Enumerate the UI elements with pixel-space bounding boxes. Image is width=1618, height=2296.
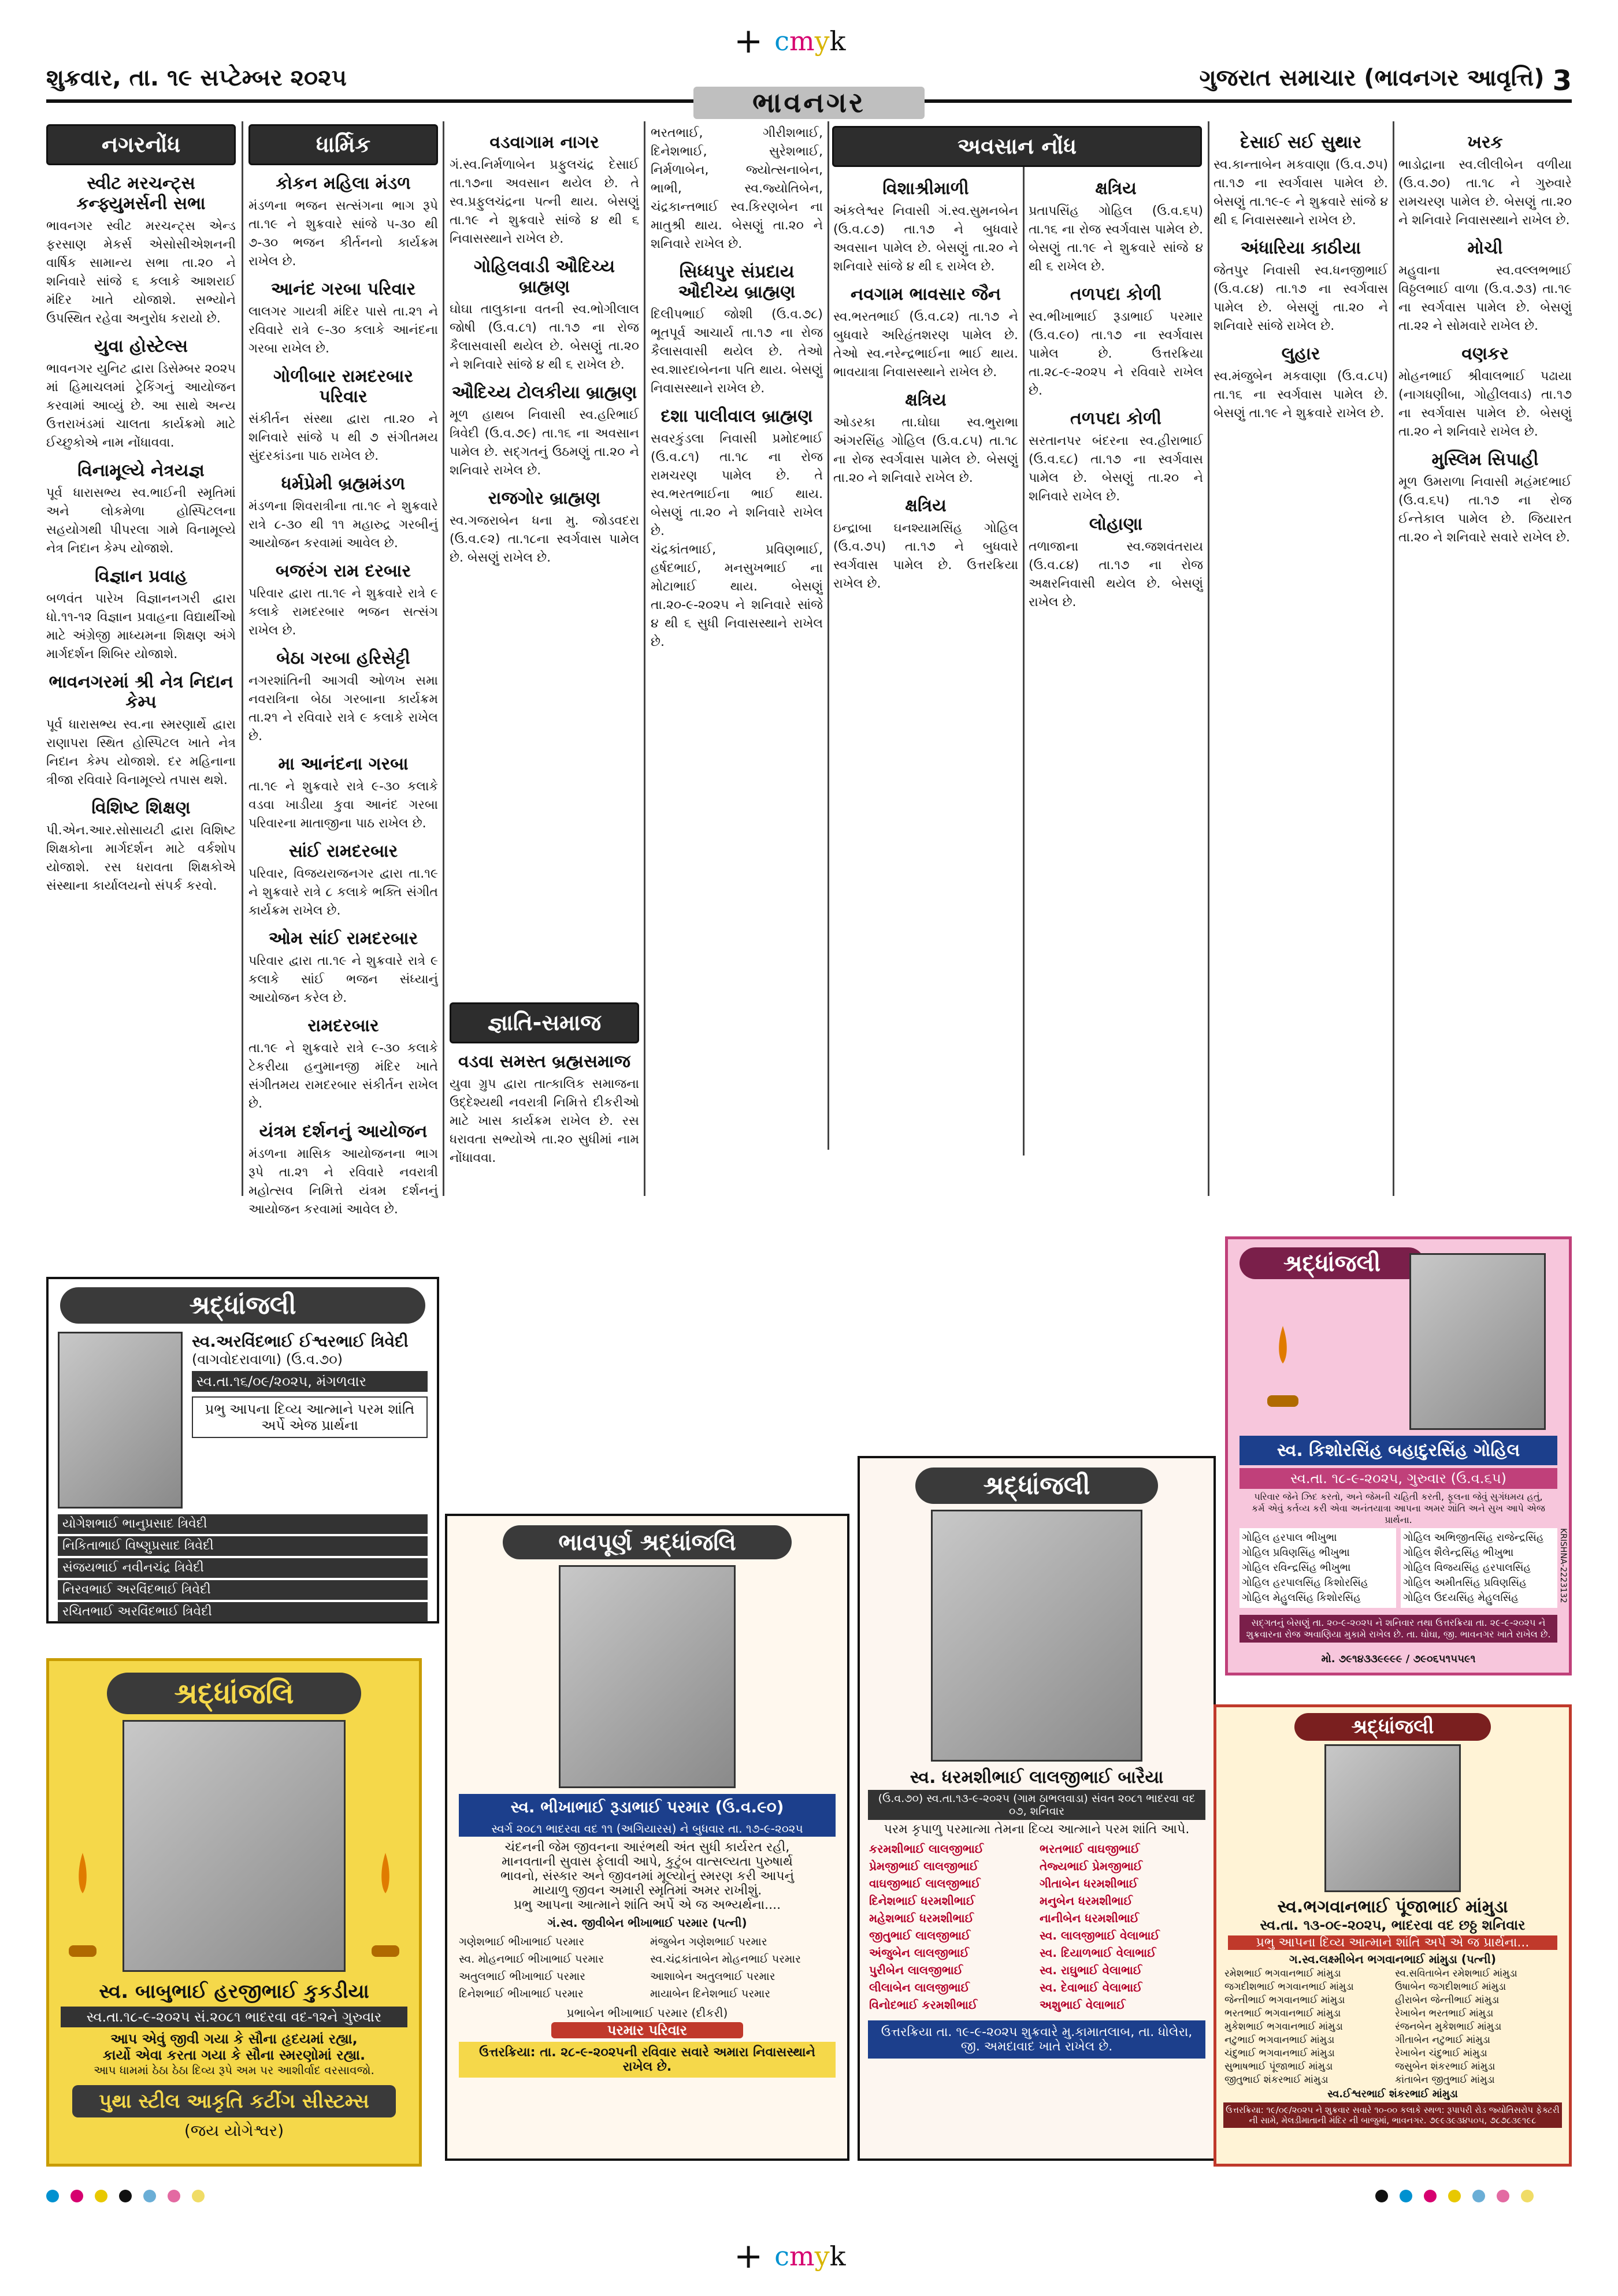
dharmik-item: ગોળીબાર રામદરબાર પરિવાર સંકીર્તન સંસ્થા દ્વારા તા.૨૦ ને શનિવારે સાંજે ૫ થી ૭ સંગીતમય સુંદરકાંડના પાઠ રાખેલ છે. <box>248 366 438 463</box>
jnati-samaj-heading: જ્ઞાતિ-સમાજ <box>450 1002 639 1043</box>
nagar-item: વિજ્ઞાન પ્રવાહ બળવંત પારેખ વિજ્ઞાનનગરી દ્વારા ધો.૧૧-૧૨ વિજ્ઞાન પ્રવાહના વિદ્યાર્થીઓ માટે અંગ્રેજી માધ્યમના શિક્ષણ અંગે માર્ગદર્શન શિબિર યોજાશે. <box>46 566 236 662</box>
column-divider <box>644 121 645 1196</box>
dharmik-heading: ધાર્મિક <box>248 124 438 165</box>
family-member: સંજયભાઈ નવીનચંદ્ર ત્રિવેદી <box>58 1558 428 1578</box>
jnati-samaj-box <box>450 1002 639 1268</box>
dharmik-item: ધર્મપ્રેમી બ્રહ્મમંડળ મંડળના શિવરાત્રીના તા.૧૯ ને શુક્રવારે રાત્રે ૮-૩૦ થી ૧૧ મહારુદ્ર ગરબીનું આયોજન કરવામાં આવેલ છે. <box>248 474 438 551</box>
nagar-item: યુવા હોસ્ટેલ્સ ભાવનગર યુનિટ દ્વારા ડિસેમ્બર ૨૦૨૫ માં હિમાચલમાં ટ્રેકિંગનું આયોજન કરવામાં આવ્યું છે. આ સાથે અન્ય ઉત્તરાખંડમાં ચાલતા કાર્યક્રમો માટે ઈચ્છુકોએ નામ નોંધાવવા. <box>46 336 236 450</box>
notice-date: સ્વર્ગ ૨૦૮૧ ભાદરવા વદ ૧૧ (અગિયારસ) ને બુધવાર તા. ૧૭-૯-૨૦૨૫ <box>459 1821 836 1837</box>
diya-icon <box>65 1853 100 1968</box>
obituary-item: ઔદિચ્ય ટોલકીયા બ્રાહ્મણ મૂળ હાથબ નિવાસી સ્વ.હરિભાઈ ત્રિવેદી (ઉ.વ.૭૯) તા.૧૬ ના અવસાન પામેલ છે. સદ્ગતનું ઉઠમણું તા.૨૦ ને શનિવારે રાખેલ છે. <box>450 382 639 478</box>
family-member: યોગેશભાઈ ભાનુપ્રસાદ ત્રિવેદી <box>58 1514 428 1534</box>
top-registration <box>734 21 884 61</box>
notice-prayer: પ્રભુ આપના દિવ્ય આત્માને શાંતિ અર્પે એ જ પ્રાર્થના... <box>1228 1935 1557 1950</box>
family-member: આશાબેન અતુલભાઈ પરમાર <box>650 1970 775 1983</box>
header-date: શુક્રવાર, તા. ૧૯ સપ્ટેમ્બર ૨૦૨૫ <box>46 65 347 91</box>
dharmik-item: કોકન મહિલા મંડળ મંડળના ભજન સત્સંગના ભાગ રૂપે તા.૧૯ ને શુક્રવારે સાંજે ૫-૩૦ થી ૭-૩૦ ભજન કીર્તનનો કાર્યક્રમ રાખેલ છે. <box>248 173 438 269</box>
deceased-photo <box>559 1565 736 1788</box>
avsan-column-a <box>833 170 1018 1095</box>
notice-phone: મો. ૭૯૧૪૩૩૯૯૯૯ / ૭૯૦૬૫૧૫૫૯૧ <box>1321 1653 1476 1665</box>
family-member: જગદીશભાઈ ભગવાનભાઈ માંમુડા <box>1224 1981 1354 1993</box>
column-8 <box>1398 124 1572 1222</box>
notice-subtitle: (વાગવોદરાવાળા) (ઉ.વ.૭૦) <box>192 1351 343 1368</box>
sponsor-subtitle: (જય યોગેશ્વર) <box>184 2121 284 2140</box>
family-member: ગોહિલ અમીતસિંહ પ્રવિણસિંહ <box>1403 1577 1527 1589</box>
obituary-item: સિધ્ધપુર સંપ્રદાય ઔદીચ્ય બ્રાહ્મણ દિલીપભાઈ જોશી (ઉ.વ.૭૮) ભૂતપૂર્વ આચાર્ય તા.૧૭ ના રોજ કૈલાસવાસી થયેલ છે. તેઓ સ્વ.શારદાબેનના પતિ થાય. બેસણું નિવાસસ્થાને રાખેલ છે. <box>651 262 823 396</box>
family-member: ગોહિલ હરપાલ ભીખુભા <box>1242 1532 1337 1544</box>
column-divider <box>1393 121 1394 1196</box>
dharmik-item: ઓમ સાંઈ રામદરબાર પરિવાર દ્વારા તા.૧૯ ને શુક્રવારે રાત્રે ૯ કલાકે સાંઈ ભજન સંધ્યાનું આયોજન કરેલ છે. <box>248 928 438 1005</box>
column-4 <box>651 124 823 1268</box>
obituary-item: મુસ્લિમ સિપાહી મૂળ ઉમરાળા નિવાસી મહંમદભાઈ (ઉ.વ.૬૫) તા.૧૭ ના રોજ ઈન્તેકાલ પામેલ છે. જિયારત તા.૨૦ ને શનિવારે સવારે રાખેલ છે. <box>1398 449 1572 545</box>
family-member: નાનીબેન ધરમશીભાઈ <box>1040 1911 1140 1925</box>
column-divider <box>443 121 444 1196</box>
family-member: જસુબેન શંકરભાઈ માંમુડા <box>1395 2061 1495 2072</box>
nagar-item: સ્વીટ મરચન્ટ્સ કન્ફ્યુમર્સની સભા ભાવનગર સ્વીટ મરચન્ટ્સ એન્ડ ફરસાણ મેકર્સ એસોસીએશનની વાર્ષિક સામાન્ય સભા તા.૨૦ ને શનિવારે સાંજે ૬ કલાકે આશરાઈ મંદિર ખાતે યોજાશે. સભ્યોને ઉપસ્થિત રહેવા અનુરોધ કરાયો છે. <box>46 173 236 326</box>
family-member: ગણેશભાઈ ભીખાભાઈ પરમાર <box>459 1935 585 1948</box>
notice-text-line: પ્રભુ આપના આત્માને શાંતિ અર્પે એ જ અભ્યર્થના.... <box>513 1898 781 1912</box>
family-member: નિકિતાભાઈ વિષ્ણુપ્રસાદ ત્રિવેદી <box>58 1536 428 1556</box>
obituary-continued: ચંદ્રકાંતભાઈ, પ્રવિણભાઈ, હર્ષદભાઈ, મનસુખભાઈ ના મોટાભાઈ થાય. બેસણું તા.૨૦-૯-૨૦૨૫ ને શનિવારે સાંજે ૪ થી ૬ સુધી નિવાસસ્થાને રાખેલ છે. <box>651 543 823 649</box>
family-member: ભરતભાઈ ભગવાનભાઈ માંમુડા <box>1224 2008 1341 2019</box>
family-member: અશુભાઈ વેલાભાઈ <box>1040 1998 1126 2012</box>
obituary-item: વડવાગામ નાગર ગં.સ્વ.નિર્મળાબેન પ્રફુલચંદ્ર દેસાઈ તા.૧૭ના અવસાન થયેલ છે. તે સ્વ.પ્રફુલચંદ્રના પત્ની થાય. બેસણું તા.૧૯ ને શુક્રવારે સાંજે ૪ થી ૬ નિવાસસ્થાને રાખેલ છે. <box>450 132 639 246</box>
obituary-item: દેસાઈ સઈ સુથાર સ્વ.કાન્તાબેન મકવાણા (ઉ.વ.૭૫) તા.૧૭ ના સ્વર્ગવાસ પામેલ છે. બેસણું તા.૧૯-૯ ને શુક્રવારે સાંજે ૪ થી ૬ નિવાસસ્થાને રાખેલ છે. <box>1214 132 1388 228</box>
obituary-item: વિશાશ્રીમાળી અંકલેશ્વર નિવાસી ગં.સ્વ.સુમનબેન (ઉ.વ.૮૭) તા.૧૭ ને બુધવારે અવસાન પામેલ છે. બેસણું તા.૨૦ ને શનિવારે સાંજે ૪ થી ૬ રાખેલ છે. <box>833 179 1018 274</box>
family-member: અંજુબેન લાલજીભાઈ <box>869 1946 970 1960</box>
paper-name: ગુજરાત સમાચાર (ભાવનગર આવૃત્તિ) <box>1199 65 1545 91</box>
column-divider <box>1023 144 1025 1156</box>
family-member: સ્વ.સવિતાબેન રમેશભાઈ માંમુડા <box>1395 1968 1517 1979</box>
notice-text-line: કર્મ એવું કર્તવ્ય કરી એવા અનંતયાત્રા આપના અમર શાંતિ અને સુખ આપે એજ પ્રાર્થના. <box>1252 1503 1545 1525</box>
section-title: ભાવનગર <box>693 87 925 119</box>
family-member: વાઘજીભાઈ લાલજીભાઈ <box>869 1877 981 1890</box>
notice-name: સ્વ. ધરમશીભાઈ લાલજીભાઈ બારૈયા <box>910 1767 1164 1788</box>
family-member: કાંતાબેન જીતુભાઈ માંમુડા <box>1395 2074 1495 2086</box>
color-dot <box>1497 2190 1509 2202</box>
notice-title: શ્રદ્ધાંજલી <box>915 1467 1158 1504</box>
plus-registration-icon: + <box>734 21 763 61</box>
bottom-registration <box>734 2236 884 2276</box>
family-member: મહેશભાઈ ધરમશીભાઈ <box>869 1911 974 1925</box>
family-member: ગોહિલ ઉદયસિંહ મેહુલસિંહ <box>1403 1592 1519 1604</box>
notice-date: સ્વ.તા. ૧૮-૯-૨૦૨૫, ગુરુવાર (ઉ.વ.૬૫) <box>1240 1468 1557 1489</box>
nagar-item: ભાવનગરમાં શ્રી નેત્ર નિદાન કેમ્પ પૂર્વ ધારાસભ્ય સ્વ.ના સ્મરણાર્થે દ્વારા રાણાપરા સ્થિત હોસ્પિટલ ખાતે નેત્ર નિદાન કેમ્પ યોજાશે. દર મહિનાના ત્રીજા રવિવારે વિનામૂલ્યે તપાસ થશે. <box>46 672 236 787</box>
dharmik-item: સાંઈ રામદરબાર પરિવાર, વિજયરાજનગર દ્વારા તા.૧૯ ને શુક્રવારે રાત્રે ૮ કલાકે ભક્તિ સંગીત કાર્યક્રમ રાખેલ છે. <box>248 841 438 918</box>
notice-text-line: આપ ધામમાં ઠેઠા ઠેઠા દિવ્ય રૂપે અમ પર આશીર્વાદ વરસાવજો. <box>94 2063 374 2077</box>
page-number: 3 <box>1552 65 1572 97</box>
obituary-continued: ભરતભાઈ, ગીરીશભાઈ, દિનેશભાઈ, સુરેશભાઈ, નિર્મળાબેન, જ્યોત્સનાબેન, ભાભી, સ્વ.જ્યોતિબેન, ચંદ્રકાન્તભાઈ સ્વ.કિરણબેન ના માતુશ્રી થાય. બેસણું તા.૨૦ ને શનિવારે રાખેલ છે. <box>651 126 823 251</box>
obituary-item: રાજગોર બ્રાહ્મણ સ્વ.ગજરાબેન ધના મુ. જોડવદરા (ઉ.વ.૯૨) તા.૧૮ના સ્વર્ગવાસ પામેલ છે. બેસણું રાખેલ છે. <box>450 488 639 565</box>
notice-date: સ્વ.તા.૧૬/૦૯/૨૦૨૫, મંગળવાર <box>192 1371 428 1392</box>
obituary-item: નવગામ ભાવસાર જૈન સ્વ.ભરતભાઈ (ઉ.વ.૮૨) તા.૧૭ ને બુધવારે અરિહંતશરણ પામેલ છે. તેઓ સ્વ.નરેન્દ્રભાઈના ભાઈ થાય. ભાવયાત્રા નિવાસસ્થાને રાખેલ છે. <box>833 284 1018 380</box>
obituary-item: મોચી મહુવાના સ્વ.વલ્લભભાઈ વિઠ્ઠલભાઈ વાળા (ઉ.વ.૭૩) તા.૧૯ ના સ્વર્ગવાસ પામેલ છે. બેસણું તા.૨૨ ને સોમવારે રાખેલ છે. <box>1398 238 1572 333</box>
dharmik-item: બેઠા ગરબા હરિસેટ્ટી નગરશાંતિની આગવી ઓળખ સમા નવરાત્રિના બેઠા ગરબાના કાર્યક્રમ તા.૨૧ ને રવિવારે રાત્રે ૯ કલાકે રાખેલ છે. <box>248 648 438 744</box>
jnati-item-text: યુવા ગ્રુપ દ્વારા તાત્કાલિક સમાજના ઉદ્દેશ્યથી નવરાત્રી નિમિત્તે દીકરીઓ માટે ખાસ કાર્યક્રમ રાખેલ છે. રસ ધરાવતા સભ્યોએ તા.૨૦ સુધીમાં નામ નોંધાવવા. <box>450 1077 639 1165</box>
avsan-column-b <box>1029 170 1203 1095</box>
sponsor-name: પુથા સ્ટીલ આકૃતિ કટીંગ સીસ્ટમ્સ <box>72 2085 396 2117</box>
column-3 <box>450 124 639 997</box>
color-dot <box>143 2190 156 2202</box>
family-member: અતુલભાઈ ભીખાભાઈ પરમાર <box>459 1970 586 1983</box>
dharmik-item: આનંદ ગરબા પરિવાર લાલગર ગાયત્રી મંદિર પાસે તા.૨૧ ને રવિવારે રાત્રે ૯-૩૦ કલાકે આનંદના ગરબા રાખેલ છે. <box>248 279 438 356</box>
obituary-item: લોહાણા તળાજાના સ્વ.જશવંતરાય (ઉ.વ.૮૪) તા.૧૭ ના રોજ અક્ષરનિવાસી થયેલ છે. બેસણું રાખેલ છે. <box>1029 514 1203 610</box>
notice-text-line: કાર્યો એવા કરતા ગયા કે સૌના સ્મરણોમાં રહ્યા. <box>102 2047 366 2063</box>
family-member: કરમશીભાઈ લાલજીભાઈ <box>869 1842 984 1856</box>
family-member: મંજુબેન ગણેશભાઈ પરમાર <box>650 1935 767 1948</box>
family-member: ગોહિલ હરપાલસિંહ કિશોરસિંહ <box>1242 1577 1368 1589</box>
family-member: સ્વ. લાલજીભાઈ વેલાભાઈ <box>1040 1929 1160 1942</box>
family-member: વિનોદભાઈ કરમશીભાઈ <box>869 1998 978 2012</box>
family-member: સુભાષભાઈ પૂંજાભાઈ માંમુડા <box>1224 2061 1333 2072</box>
family-member: મુકેશભાઈ ભગવાનભાઈ માંમુડા <box>1224 2021 1343 2033</box>
family-member: ગોહિલ અભિજીતસિંહ રાજેન્દ્રસિંહ <box>1403 1532 1544 1544</box>
family-member: સ્વ. દિયાળભાઈ વેલાભાઈ <box>1040 1946 1156 1960</box>
plus-registration-icon: + <box>734 2236 763 2276</box>
color-dot <box>168 2190 180 2202</box>
notice-name: સ્વ. કિશોરસિંહ બહાદુરસિંહ ગોહિલ <box>1240 1436 1557 1465</box>
family-member: ગીતાબેન ધરમશીભાઈ <box>1040 1877 1138 1890</box>
family-member: જીતુભાઈ શંકરભાઈ માંમુડા <box>1224 2074 1328 2086</box>
family-member: સ્વ. દેવાભાઈ વેલાભાઈ <box>1040 1981 1142 1994</box>
color-registration-left <box>46 2190 205 2202</box>
family-member: તેજ્યભાઈ પ્રેમજીભાઈ <box>1040 1859 1143 1873</box>
notice-title: શ્રદ્ધાંજલી <box>60 1287 425 1324</box>
dharmik-item: રામદરબાર તા.૧૯ ને શુક્રવારે રાત્રે ૯-૩૦ કલાકે ટેકરીયા હનુમાનજી મંદિર ખાતે સંગીતમય રામદરબાર સંકીર્તન રાખેલ છે. <box>248 1016 438 1111</box>
avsan-nondh-heading: અવસાન નોંધ <box>832 126 1202 167</box>
shraddhanjali-bhikhabhai <box>445 1514 849 2161</box>
notice-prayer: પરમ કૃપાળુ પરમાત્મા તેમના દિવ્ય આત્માને પરમ શાંતિ આપે. <box>884 1822 1190 1837</box>
notice-name: સ્વ.અરવિંદભાઈ ઈશ્વરભાઈ ત્રિવેદી <box>192 1332 409 1351</box>
color-dot <box>1400 2190 1412 2202</box>
family-member: હીરાબેન જેન્તીભાઈ માંમુડા <box>1395 1994 1500 2006</box>
family-member: રંજનબેન મુકેશભાઈ માંમુડા <box>1395 2021 1502 2033</box>
family-member: માયાબેન દિનેશભાઈ પરમાર <box>650 1987 771 2000</box>
family-member: સ્વ.ઈશ્વરભાઈ શંકરભાઈ માંમુડા <box>1327 2088 1458 2100</box>
shraddhanjali-dharamshibhai <box>858 1456 1216 2161</box>
deceased-photo <box>1324 1744 1461 1892</box>
notice-title: શ્રદ્ધાંજલી <box>1294 1713 1491 1741</box>
family-member: જેન્તીભાઈ ભગવાનભાઈ માંમુડા <box>1224 1994 1345 2006</box>
notice-date: સ્વ.તા. ૧૩-૦૯-૨૦૨૫, ભાદરવા વદ છઠ્ઠ શનિવાર <box>1260 1917 1526 1933</box>
family-member: નટુભાઈ ભગવાનભાઈ માંમુડા <box>1224 2034 1335 2046</box>
notice-subtitle: (ઉ.વ.૭૦) સ્વ.તા.૧૩-૯-૨૦૨૫ (ગામ ઠાભલવાડા) સંવત ૨૦૮૧ ભાદરવા વદ ૦૭, શનિવાર <box>868 1790 1205 1820</box>
header-paper <box>1199 65 1572 97</box>
column-divider <box>242 121 243 1196</box>
deceased-photo <box>58 1332 183 1509</box>
family-member: દિનેશભાઈ ધરમશીભાઈ <box>869 1894 975 1908</box>
family-member: મનુબેન ધરમશીભાઈ <box>1040 1894 1133 1908</box>
family-member: ગોહિલ મેહુલસિંહ કિશોરસિંહ <box>1242 1592 1361 1604</box>
notice-footer: ઉત્તરક્રિયા તા. ૧૯-૯-૨૦૨૫ શુક્રવારે મુ.કામાતલાબ, તા. ધોલેરા, જી. અમદાવાદ ખાતે રાખેલ છે. <box>868 2020 1205 2059</box>
family-member: ચંદુભાઈ ભગવાનભાઈ માંમુડા <box>1224 2048 1335 2059</box>
family-member: રેખાબેન ભરતભાઈ માંમુડા <box>1395 2008 1494 2019</box>
color-dot <box>1375 2190 1388 2202</box>
deceased-photo <box>123 1720 346 1972</box>
color-registration-right <box>1375 2190 1534 2202</box>
obituary-item: વણકર મોહનભાઈ શ્રીવાલભાઈ પઢાયા (નાગધણીબા, ગોહીલવાડ) તા.૧૭ ના સ્વર્ગવાસ પામેલ છે. બેસણું તા.૨૦ ને શનિવારે રાખેલ છે. <box>1398 344 1572 439</box>
notice-title: શ્રદ્ધાંજલિ <box>107 1673 361 1714</box>
family-member: પુરીબેન લાલજીભાઈ <box>869 1963 963 1977</box>
family-member: ઉષાબેન જગદીશભાઈ માંમુડા <box>1395 1981 1506 1993</box>
family-member: ગોહિલ શૈલેન્દ્રસિંહ ભીખુભા <box>1403 1547 1514 1559</box>
color-dot <box>119 2190 132 2202</box>
obituary-item: દશા પાલીવાલ બ્રાહ્મણ સવરકુંડલા નિવાસી પ્રમોદભાઈ (ઉ.વ.૮૧) તા.૧૮ ના રોજ રામચરણ પામેલ છે. તે સ્વ.ભરતભાઈના ભાઈ થાય. બેસણું તા.૨૦ ને શનિવારે રાખેલ છે. <box>651 406 823 538</box>
column-divider <box>827 121 829 1150</box>
notice-title: શ્રદ્ધાંજલી <box>1240 1247 1424 1279</box>
family-member: પ્રેમજીભાઈ લાલજીભાઈ <box>869 1859 979 1873</box>
obituary-item: લુહાર સ્વ.મંજુબેન મકવાણા (ઉ.વ.૮૫) તા.૧૬ ના સ્વર્ગવાસ પામેલ છે. બેસણું તા.૧૯ ને શુક્રવારે રાખેલ છે. <box>1214 344 1388 421</box>
dharmik-item: મા આનંદના ગરબા તા.૧૯ ને શુક્રવારે રાત્રે ૯-૩૦ કલાકે વડવા ખાડીયા કુવા આનંદ ગરબા પરિવારના માતાજીના પાઠ રાખેલ છે. <box>248 754 438 831</box>
color-dot <box>192 2190 205 2202</box>
column-nagar-nondh <box>46 124 236 1245</box>
family-member: નિરવભાઈ અરવિંદભાઈ ત્રિવેદી <box>58 1580 428 1600</box>
color-dot <box>1521 2190 1534 2202</box>
obituary-item: તળપદા કોળી સ્વ.ભીખાભાઈ રૂડાભાઈ પરમાર (ઉ.વ.૯૦) તા.૧૭ ના સ્વર્ગવાસ પામેલ છે. ઉત્તરક્રિયા તા.૨૮-૯-૨૦૨૫ ને રવિવારે રાખેલ છે. <box>1029 284 1203 398</box>
dharmik-item: બજરંગ રામ દરબાર પરિવાર દ્વારા તા.૧૯ ને શુક્રવારે રાત્રે ૯ કલાકે રામદરબાર ભજન સત્સંગ રાખેલ છે. <box>248 561 438 638</box>
family-member: ગીતાબેન નટુભાઈ માંમુડા <box>1395 2034 1490 2046</box>
obituary-item: અંધારિયા કાઠીયા જેતપુર નિવાસી સ્વ.ધનજીભાઈ (ઉ.વ.૮૪) તા.૧૭ ના સ્વર્ગવાસ પામેલ છે. બેસણું તા.૨૦ ને શનિવારે સાંજે રાખેલ છે. <box>1214 238 1388 333</box>
notice-text-line: આપ એવું જીવી ગયા કે સૌના હૃદયમાં રહ્યા, <box>110 2031 358 2047</box>
family-label: પરમાર પરિવાર <box>551 2022 743 2038</box>
deceased-photo <box>1409 1253 1546 1430</box>
notice-text-line: ભાવનો, સંસ્કાર અને જીવનમાં મૂલ્યોનું સ્મરણ કરી આપનું <box>500 1869 794 1883</box>
shraddhanjali-babubhai <box>46 1658 422 2167</box>
color-dot <box>70 2190 83 2202</box>
widow-name: ગ.સ્વ.લક્ષ્મીબેન ભગવાનભાઈ માંમુડા (પત્ની) <box>1289 1952 1497 1966</box>
obituary-item: તળપદા કોળી સરતાનપર બંદરના સ્વ.હીરાભાઈ (ઉ.વ.૬૮) તા.૧૭ ના સ્વર્ગવાસ પામેલ છે. બેસણું તા.૨૦ ને શનિવારે રાખેલ છે. <box>1029 408 1203 504</box>
family-member: દિનેશભાઈ ભીખાભાઈ પરમાર <box>459 1987 584 2000</box>
shraddhanjali-arvindbhai <box>46 1277 439 1623</box>
family-member: રચિતભાઈ અરવિંદભાઈ ત્રિવેદી <box>58 1602 428 1622</box>
notice-text-line: પરિવાર જેને ઝિદ કરતો, અને જેમની ચહિતી કરતી, ફૂલના જેવું સુગંધમય હતું, <box>1254 1491 1543 1502</box>
color-dot <box>95 2190 107 2202</box>
family-member: ગોહિલ રવિન્દ્રસિંહ ભીખુભા <box>1242 1562 1351 1574</box>
nagar-item: વિશિષ્ટ શિક્ષણ પી.એન.આર.સોસાયટી દ્વારા વિશિષ્ટ શિક્ષકોના માર્ગદર્શન માટે વર્કશોપ યોજાશે. રસ ધરાવતા શિક્ષકોએ સંસ્થાના કાર્યાલયનો સંપર્ક કરવો. <box>46 798 236 893</box>
color-dot <box>1448 2190 1461 2202</box>
column-7 <box>1214 124 1388 1222</box>
jnati-item-title: વડવા સમસ્ત બ્રહ્મસમાજ <box>458 1052 631 1072</box>
notice-footer: ઉત્તરક્રિયા: ૧૯/૦૯/૨૦૨૫ ને શુક્રવાર સવારે ૧૦-૦૦ કલાકે સ્થળ: રૂપાપરી રોડ જ્યોતિસરોપ ફેક્ટરી ની સામે, મેલડીમાતાની મંદિર ની બાજુમાં, ભાવનગર. ૭૯૯૩૯૩૪૫૦૫, ૭૮૭૮૩૯૧૯૮ <box>1223 2102 1562 2128</box>
notice-name: સ્વ.ભગવાનભાઈ પૂંજાભાઈ માંમુડા <box>1277 1897 1508 1917</box>
family-member: જીતુભાઈ લાલજીભાઈ <box>869 1929 971 1942</box>
notice-name: સ્વ. બાબુભાઈ હરજીભાઈ કુકડીયા <box>99 1980 369 2003</box>
color-dot <box>1424 2190 1437 2202</box>
diya-icon <box>1263 1326 1303 1415</box>
family-member: સ્વ. રાઘુભાઈ વેલાભાઈ <box>1040 1963 1142 1977</box>
obituary-item: ખરક ભાડોદ્રાના સ્વ.લીલીબેન વળીયા (ઉ.વ.૭૦) તા.૧૮ ને ગુરુવારે રામચરણ પામેલ છે. બેસણું તા.૨૦ ને શનિવારે નિવાસસ્થાને રાખેલ છે. <box>1398 132 1572 228</box>
color-dot <box>1472 2190 1485 2202</box>
deceased-photo <box>931 1510 1142 1762</box>
widow-name: ગં.સ્વ. જીવીબેન ભીખાભાઈ પરમાર (પત્ની) <box>547 1916 747 1930</box>
family-member: રેખાબેન ચંદુભાઈ માંમુડા <box>1395 2048 1487 2059</box>
nagar-item: વિનામૂલ્યે નેત્રયજ્ઞ પૂર્વ ધારાસભ્ય સ્વ.ભાઈની સ્મૃતિમાં અને લોકમેળા હોસ્પિટલના સહયોગથી પીપરલા ગામે વિનામૂલ્યે નેત્ર નિદાન કેમ્પ યોજાશે. <box>46 460 236 556</box>
family-member: ગોહિલ પ્રવિણસિંહ ભીખુભા <box>1242 1547 1350 1559</box>
family-member: ગોહિલ વિજયસિંહ હરપાલસિંહ <box>1403 1562 1531 1574</box>
family-member: ભરતભાઈ વાઘજીભાઈ <box>1040 1842 1140 1856</box>
dharmik-item: યંત્રમ દર્શનનું આયોજન મંડળના માસિક આયોજનના ભાગ રૂપે તા.૨૧ ને રવિવારે નવરાત્રી મહોત્સવ નિમિત્તે યંત્રમ દર્શનનું આયોજન કરવામાં આવેલ છે. <box>248 1121 438 1217</box>
ad-code: KRISHNA-2223132 <box>1558 1528 1568 1603</box>
family-member: લીલાબેન લાલજીભાઈ <box>869 1981 970 1994</box>
family-member: સ્વ.ચંદ્રકાંતાબેન મોહનભાઈ પરમાર <box>650 1953 801 1966</box>
shraddhanjali-bhagvanbhai <box>1214 1704 1572 2167</box>
obituary-item: ક્ષત્રિય ઓડરકા તા.ઘોઘા સ્વ.ભુરાભા અંગરસિંહ ગોહિલ (ઉ.વ.૮૫) તા.૧૮ ના રોજ સ્વર્ગવાસ પામેલ છે. બેસણું તા.૨૦ ને શનિવારે રાખેલ છે. <box>833 390 1018 485</box>
notice-title: ભાવપૂર્ણ શ્રદ્ધાંજલિ <box>503 1525 792 1559</box>
shraddhanjali-kishorsinh <box>1225 1236 1572 1675</box>
notice-text-line: માયાળુ જીવન અમારી સ્મૃતિમાં અમર રાખીશું. <box>532 1883 762 1898</box>
family-member: સ્વ. મોહનભાઈ ભીખાભાઈ પરમાર <box>459 1953 604 1966</box>
notice-footer: સદ્ગતનું બેસણું તા. ૨૦-૯-૨૦૨૫ ને શનિવાર તથા ઉત્તરક્રિયા તા. ૨૯-૯-૨૦૨૫ ને શુક્રવારના રોજ અવાણિયા મુકામે રાખેલ છે. તા. ઘોઘા, જી. ભાવનગર ખાતે રાખેલ છે. <box>1240 1615 1557 1643</box>
notice-name: સ્વ. ભીખાભાઈ રૂડાભાઈ પરમાર (ઉ.વ.૯૦) <box>459 1794 836 1821</box>
column-dharmik <box>248 124 438 1245</box>
column-divider <box>1208 121 1209 1196</box>
notice-prayer: પ્રભુ આપના દિવ્ય આત્માને પરમ શાંતિ અર્પે એજ પ્રાર્થના <box>192 1396 428 1438</box>
cmyk-mark: cmyk <box>774 25 846 57</box>
cmyk-mark: cmyk <box>774 2241 846 2272</box>
notice-text-line: માનવતાની સુવાસ ફેલાવી આપે, કુટુંબ વાત્સલ્યતા પુરુષાર્થ <box>502 1855 793 1869</box>
daughter-name: પ્રભાબેન ભીખાભાઈ પરમાર (દીકરી) <box>566 2006 728 2020</box>
notice-footer: ઉત્તરક્રિયા: તા. ૨૮-૯-૨૦૨૫ની રવિવાર સવારે અમારા નિવાસસ્થાને રાખેલ છે. <box>459 2042 836 2078</box>
family-member: રમેશભાઈ ભગવાનભાઈ માંમુડા <box>1224 1968 1341 1979</box>
obituary-item: ક્ષત્રિય પ્રતાપસિંહ ગોહિલ (ઉ.વ.૬૫) તા.૧૬ ના રોજ સ્વર્ગવાસ પામેલ છે. બેસણું તા.૧૯ ને શુક્રવારે સાંજે ૪ થી ૬ રાખેલ છે. <box>1029 179 1203 274</box>
obituary-item: ક્ષત્રિય ઇન્દ્રાબા ઘનશ્યામસિંહ ગોહિલ (ઉ.વ.૭૫) તા.૧૭ ને બુધવારે સ્વર્ગવાસ પામેલ છે. ઉત્તરક્રિયા રાખેલ છે. <box>833 496 1018 591</box>
diya-icon <box>368 1853 403 1968</box>
notice-text-line: ચંદનની જેમ જીવનના આરંભથી અંત સુધી કાર્યરત રહી, <box>504 1840 790 1855</box>
nagar-nondh-heading: નગરનોંધ <box>46 124 236 165</box>
color-dot <box>46 2190 59 2202</box>
notice-date: સ્વ.તા.૧૮-૯-૨૦૨૫ સં.૨૦૮૧ ભાદરવા વદ-૧૨ને ગુરુવાર <box>61 2007 407 2027</box>
obituary-item: ગોહિલવાડી ઔદિચ્ય બ્રાહ્મણ ઘોઘા તાલુકાના વતની સ્વ.ભોગીલાલ જોષી (ઉ.વ.૮૧) તા.૧૭ ના રોજ કૈલાસવાસી થયેલ છે. બેસણું તા.૨૦ ને શનિવારે સાંજે ૪ થી ૬ રાખેલ છે. <box>450 257 639 372</box>
